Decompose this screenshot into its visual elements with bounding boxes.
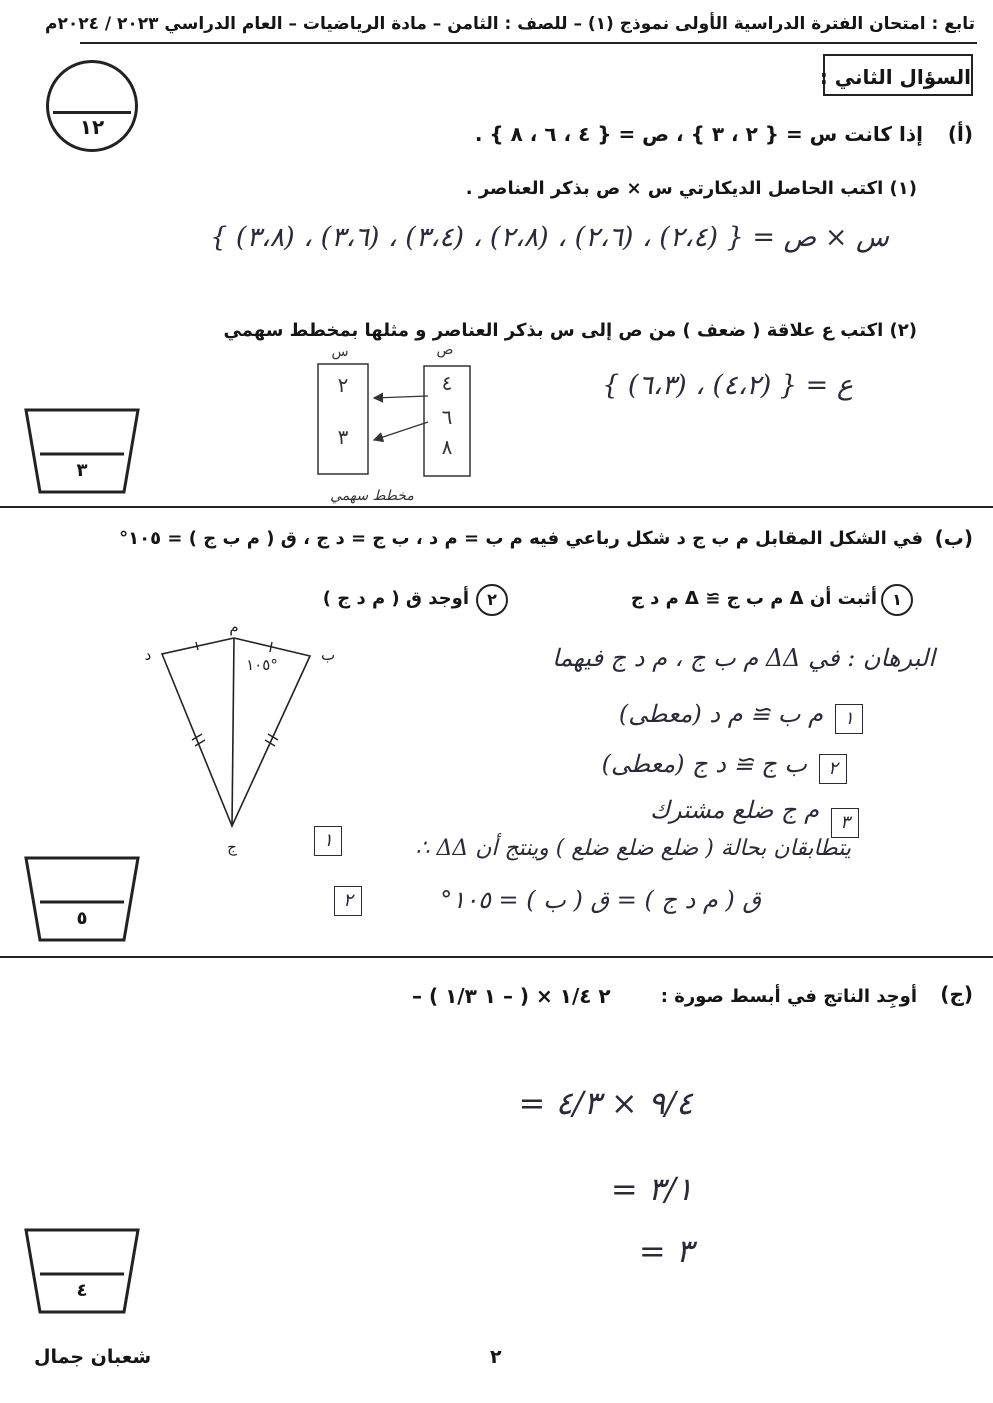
total-score: ١٢ <box>79 115 105 139</box>
solution-step: = ٩/٤ × ٤/٣ <box>518 1084 693 1122</box>
page-number: ٢ <box>490 1346 502 1368</box>
score-box-c <box>24 1228 140 1314</box>
arrow-diagram <box>300 340 500 510</box>
score-divider <box>53 111 131 114</box>
exam-header: تابع : امتحان الفترة الدراسية الأولى نموذج (١) – للصف : الثامن – مادة الرياضيات – العام الدراسي ٢٠٢٣ / ٢٠٢٤م <box>44 14 975 34</box>
right-set-label: ص <box>436 342 454 358</box>
proof-mark: ٢ <box>334 886 362 916</box>
proof-line-num: ٣ <box>831 808 859 838</box>
part-a-q2: (٢) اكتب ع علاقة ( ضعف ) من ص إلى س بذكر العناصر و مثلها بمخطط سهمي <box>223 320 917 341</box>
section-divider <box>0 956 993 958</box>
right-element: ٨ <box>441 435 453 459</box>
proof-line: م ج ضلع مشترك <box>650 796 819 824</box>
score-b: ٥ <box>76 908 88 929</box>
part-c-expression: – ٢ ١/٤ × ( – ١ ١/٣ ) <box>412 984 611 1008</box>
solution-step: = ٣ <box>638 1232 693 1270</box>
proof-mark: ١ <box>314 826 342 856</box>
total-score-circle <box>46 60 138 152</box>
proof-line: ب ج ≅ د ج (معطى) <box>601 750 807 778</box>
score-a: ٣ <box>76 460 88 481</box>
task2: أوجد ق ( م د ج ) <box>322 588 469 609</box>
right-element: ٤ <box>441 371 453 395</box>
diagram-caption: مخطط سهمي <box>330 488 414 504</box>
part-b-label: (ب) <box>934 526 973 550</box>
score-box-b <box>24 856 140 942</box>
question-title: السؤال الثاني : <box>823 54 973 96</box>
task1: أثبت أن Δ م ب ج ≅ Δ م د ج <box>630 588 877 609</box>
score-box-a <box>24 408 140 494</box>
proof-result: ق ( م د ج ) = ق ( ب ) = ١٠٥° <box>440 886 761 914</box>
left-element: ٣ <box>337 425 349 449</box>
bucket-icon <box>24 1228 140 1314</box>
vertex-j: ج <box>227 838 237 856</box>
part-b-stem: في الشكل المقابل م ب ج د شكل رباعي فيه م ب = م د ، ب ج = د ج ، ق ( م ب ج ) = ١٠٥° <box>119 528 923 549</box>
part-a-q1: (١) اكتب الحاصل الديكارتي س × ص بذكر العناصر . <box>465 178 917 199</box>
author-name: شعبان جمال <box>34 1346 152 1368</box>
part-c-stem: أوجِد الناتج في أبسط صورة : <box>660 986 917 1007</box>
proof-line-num: ٢ <box>819 754 847 784</box>
vertex-b: ب <box>320 646 336 664</box>
part-a-answer2: ع = { (٤،٢) ، (٦،٣) } <box>602 370 853 401</box>
task2-number: ٢ <box>476 584 508 616</box>
part-a-stem: إذا كانت س = { ٢ ، ٣ } ، ص = { ٤ ، ٦ ، ٨ } . <box>474 122 923 146</box>
proof-line: م ب ≅ م د (معطى) <box>618 700 823 728</box>
bucket-icon <box>24 856 140 942</box>
proof-conclusion: ∴ ΔΔ يتطابقان بحالة ( ضلع ضلع ضلع ) وينتج أن <box>415 836 851 861</box>
task1-number: ١ <box>881 584 913 616</box>
header-underline <box>80 42 977 44</box>
vertex-d: د <box>144 646 152 664</box>
bucket-icon <box>24 408 140 494</box>
arrow <box>374 396 428 398</box>
part-a-answer1: س × ص = { (٢،٤) ، (٢،٦) ، (٢،٨) ، (٣،٤) ، (٣،٦) ، (٣،٨) } <box>210 222 889 253</box>
right-element: ٦ <box>441 405 453 429</box>
part-a-label: (أ) <box>947 122 973 146</box>
left-set-label: س <box>331 344 349 360</box>
left-element: ٢ <box>337 373 349 397</box>
part-c-label: (ج) <box>940 982 973 1006</box>
score-c: ٤ <box>76 1280 88 1301</box>
vertex-m: م <box>229 618 239 636</box>
solution-step: = ٣/١ <box>610 1170 693 1208</box>
angle-label: ١٠٥° <box>246 656 278 674</box>
arrow <box>374 422 428 440</box>
proof-line-num: ١ <box>835 704 863 734</box>
proof-intro: البرهان : في ΔΔ م ب ج ، م د ج فيهما <box>552 644 935 672</box>
section-divider <box>0 506 993 508</box>
